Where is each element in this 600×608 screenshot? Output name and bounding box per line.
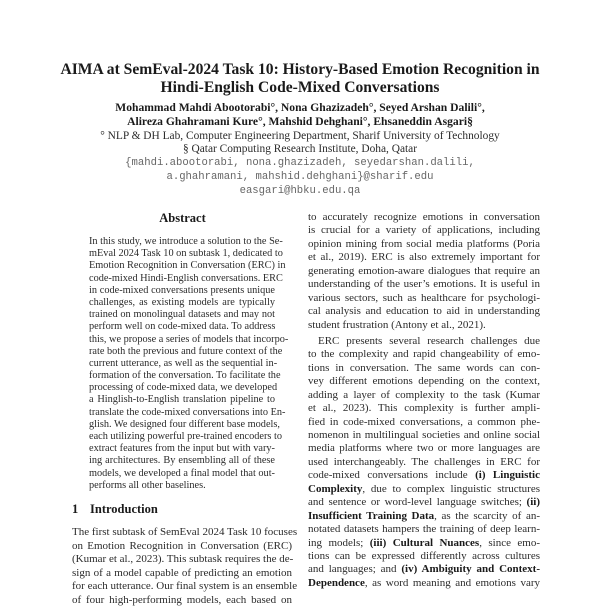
text-line [308,319,540,332]
text-line: in code-mixed conversations presents unique [89,284,275,296]
text-line: The first subtask of SemEval 2024 Task 10 focuses [72,526,298,538]
abstract-body [89,236,289,492]
text-line [308,251,540,264]
text-segment: various sectors, such as healthcare for psychologi- [308,291,540,304]
text-line [308,224,540,237]
text-line [308,389,540,402]
text-line [308,483,540,496]
text-line [308,550,540,563]
text-segment: tions in conversation. The same words can con- [308,361,540,374]
text-line [308,402,540,415]
text-segment: fied in code-mixed conversations, a common phe- [308,415,540,428]
bold-phrase: (iv) Ambiguity and Context- [401,563,540,576]
affiliation-1: ° NLP & DH Lab, Computer Engineering Department, Sharif University of Technology [100,130,500,142]
text-line: processing of code-mixed data, we developed [89,382,278,394]
text-line: trained on monolingual datasets and may not [89,309,275,321]
text-segment: adding a layer of complexity to the task (Kumar [308,388,540,401]
text-line: current utterance, as well as the sequential in- [89,357,278,369]
text-segment: to the complexity and rapid changeability of emo- [308,348,540,361]
text-line: sign of a model capable of predicting an emotion [72,566,292,579]
text-segment: , since emo- [479,536,541,549]
text-line [308,523,540,536]
text-line [308,265,540,278]
text-line [308,211,540,224]
text-line [308,362,540,375]
text-line [308,238,540,251]
text-segment: nomenon in multilingual societies and online social [308,429,540,441]
bold-phrase: (ii) [526,496,540,509]
text-line [308,456,540,469]
text-line: extract features from the input but with vary- [89,443,275,455]
authors-line-1: Mohammad Mahdi Abootorabi°, Nona Ghazizadeh°, Seyed Arshan Dalili°, [115,101,485,114]
text-segment: code-mixed conversations include [308,469,476,482]
text-segment: cal analysis and education to aid in understanding [308,305,540,318]
text-line: ing architectures. By ensembling all of these [89,455,275,467]
introduction-body [72,526,298,608]
text-line [308,305,540,318]
authors-line-2: Alireza Ghahramani Kure°, Mahshid Dehghani°, Ehsaneddin Asgari§ [127,115,473,128]
bold-phrase: Dependence [308,576,365,589]
paper-title-line-1: AIMA at SemEval-2024 Task 10: History-Based Emotion Recognition in [60,61,540,78]
text-line: glish. We designed four different base models, [89,418,280,430]
text-segment: et al., 2023). This complexity is further ampli- [308,402,540,415]
text-segment: used interchangeably. The challenges in ERC for [308,455,540,468]
bold-phrase: (iii) Cultural Nuances [369,536,480,549]
text-line: of four high-performing models, each based on [72,593,292,606]
text-line [308,496,540,509]
text-segment: , as the scarcity of an- [434,509,540,522]
text-segment: vey different emotions depending on the context, [308,375,540,388]
text-segment: , as word meaning and emotions vary [364,576,540,589]
text-line [308,348,540,361]
text-line [308,469,540,482]
text-line: challenges, as existing models are typically [89,296,275,308]
text-segment: , due to complex linguistic structures [362,482,540,495]
text-segment: opinion mining from social media platforms (Poria [308,237,540,250]
text-line: code-mixed Hindi-English conversations. ERC [89,272,283,284]
affiliation-2: § Qatar Computing Research Institute, Doha, Qatar [182,143,418,155]
text-line: for each utterance. Our final system is an ensemble [72,580,298,593]
text-line: In this study, we introduce a solution to the Se- [89,236,283,247]
text-line: rate both the previous and future context of the [89,345,283,357]
text-line: mEval 2024 Task 10 on subtask 1, dedicated to [89,248,283,260]
text-line [308,429,540,442]
text-line [308,510,540,523]
text-segment: to accurately recognize emotions in conversation [308,211,540,223]
text-segment: student frustration (Antony et al., 2021). [308,318,486,331]
text-line: performs all other baselines. [89,479,206,491]
text-segment: notated datasets hampers the training of deep learn- [308,523,540,536]
text-line [308,278,540,291]
text-segment: et al., 2019). ERC is also extremely important for [308,251,540,264]
bold-phrase: Insufficient Training Data [308,509,435,522]
email-line-1: {mahdi.abootorabi, nona.ghazizadeh, seyedarshan.dalili, [125,157,475,169]
text-line: Emotion Recognition in Conversation (ERC) in [89,260,286,272]
text-line: formation of the conversation. To facilitate the [89,370,281,382]
text-segment: ERC presents several research challenges due [318,334,540,347]
text-line [308,442,540,455]
text-line [308,292,540,305]
text-segment: media platforms where two or more languages are [308,442,540,455]
text-line: this, we propose a series of models that incorpo- [89,333,289,345]
text-segment: understanding of the user’s emotions. It is useful in [308,278,540,291]
text-line: on Emotion Recognition in Conversation (ERC) [72,539,292,552]
email-line-3: easgari@hbku.edu.qa [239,185,361,197]
text-line: models, we developed a final model that out- [89,467,275,479]
text-segment: and sentence or word-level language switches; [308,496,527,509]
text-line: (Kumar et al., 2023). This subtask requires the de- [72,553,294,566]
text-line [308,563,540,576]
paper-title-line-2: Hindi-English Code-Mixed Conversations [160,79,440,96]
text-line: translate the code-mixed conversations into En- [89,406,286,418]
text-segment: and languages; and [308,563,402,576]
text-segment: generating emotion-aware dialogues that require an [308,264,540,277]
text-line: each utilizing powerful pre-trained encoders to [89,431,282,442]
section-number: 1 [72,502,79,516]
text-segment: is crucial for a variety of applications, including [308,224,540,237]
section-heading: Introduction [90,502,158,516]
text-line [308,577,540,590]
text-line: a Hinglish-to-English translation pipeline to [89,394,275,406]
bold-phrase: Complexity [308,482,363,495]
text-line [308,537,540,550]
abstract-heading: Abstract [159,211,206,225]
bold-phrase: (i) Linguistic [475,469,540,482]
text-segment: tions can be expressed differently across cultures [308,549,540,562]
text-line: perform well on code-mixed data. To address [89,321,276,333]
email-line-2: a.ghahramani, mahshid.dehghani}@sharif.edu [166,171,434,183]
text-line [308,335,540,348]
right-column-body [308,211,540,590]
text-line [308,416,540,429]
text-segment: ing models; [308,536,370,549]
text-line [308,375,540,388]
